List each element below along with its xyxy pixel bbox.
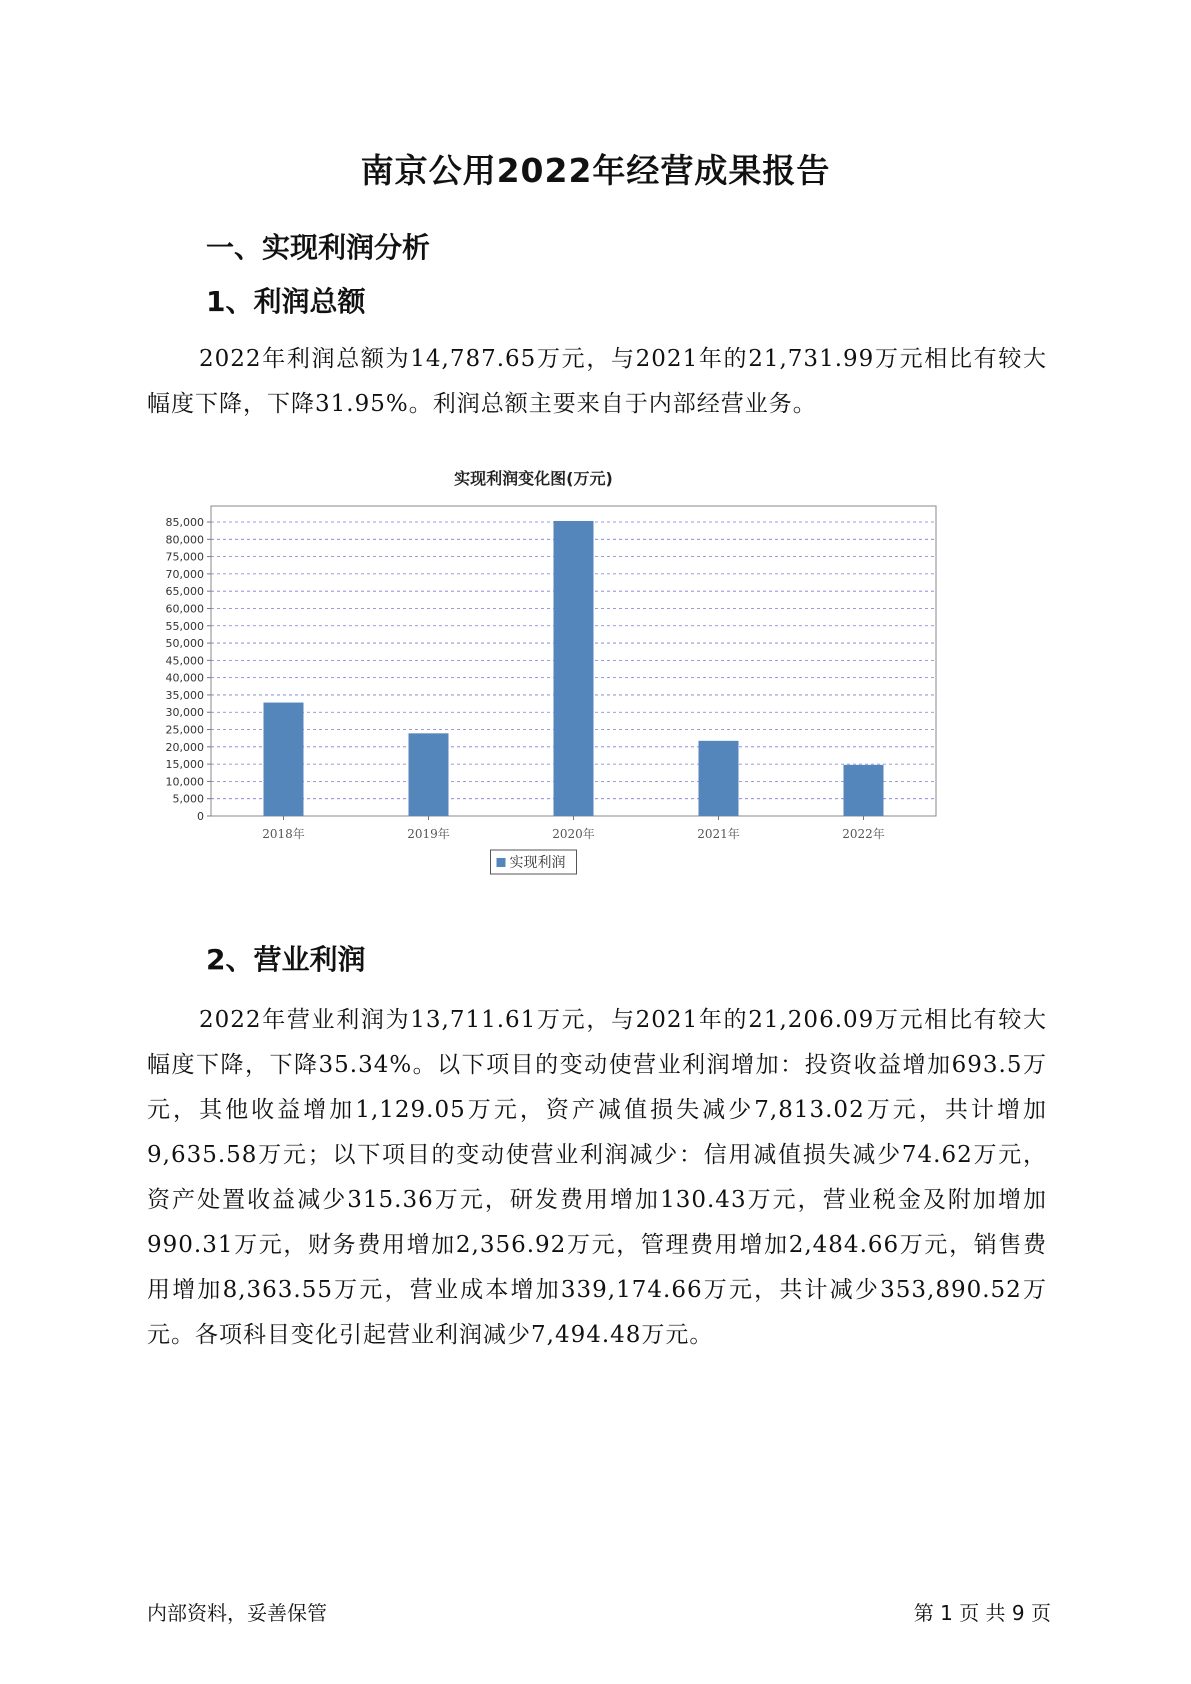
x-tick-label: 2018年 bbox=[262, 827, 305, 841]
x-tick-label: 2022年 bbox=[842, 827, 885, 841]
footer-confidential-note: 内部资料，妥善保管 bbox=[147, 1601, 327, 1625]
section-heading-profit-analysis: 一、实现利润分析 bbox=[206, 231, 431, 264]
y-tick-label: 45,000 bbox=[165, 654, 204, 668]
document-title: 南京公用2022年经营成果报告 bbox=[360, 151, 831, 190]
x-tick-label: 2021年 bbox=[697, 827, 740, 841]
paragraph-total-profit: 2022年利润总额为14,787.65万元，与2021年的21,731.99万元相比有较大幅度下降，下降31.95%。利润总额主要来自于内部经营业务。 bbox=[147, 346, 1047, 417]
paragraph-operating-profit: 2022年营业利润为13,711.61万元，与2021年的21,206.09万元相比有较大幅度下降，下降35.34%。以下项目的变动使营业利润增加：投资收益增加693.5万元，其他收益增加1,129.05万元，资产减值损失减少7,813.02万元，共计增加9,635.58万元；以下项目的变动使营业利润减少：信用减值损失减少74.62万元，资产处置收益减少315.36万元，研发费用增加130.43万元，营业税金及附加增加990.31万元，财务费用增加2,356.92万元，管理费用增加2,484.66万元，销售费用增加8,363.55万元，营业成本增加339,174.66万元，共计减少353,890.52万元。各项科目变化引起营业利润减少7,494.48万元。 bbox=[147, 1007, 1047, 1348]
y-tick-label: 20,000 bbox=[165, 740, 204, 754]
y-tick-label: 70,000 bbox=[165, 567, 204, 581]
y-tick-label: 55,000 bbox=[165, 619, 204, 633]
y-tick-label: 50,000 bbox=[165, 637, 204, 651]
y-axis-ticks bbox=[166, 516, 212, 823]
y-tick-label: 5,000 bbox=[172, 792, 204, 806]
bar-2022年 bbox=[844, 765, 884, 816]
y-tick-label: 15,000 bbox=[165, 758, 204, 772]
bar-2020年 bbox=[554, 521, 594, 816]
legend-label: 实现利润 bbox=[509, 855, 566, 871]
y-tick-label: 75,000 bbox=[165, 550, 204, 564]
y-tick-label: 10,000 bbox=[165, 775, 204, 789]
chart-title: 实现利润变化图(万元) bbox=[454, 469, 613, 488]
bar-2018年 bbox=[264, 703, 304, 816]
y-tick-label: 0 bbox=[197, 810, 204, 823]
y-tick-label: 35,000 bbox=[165, 688, 204, 702]
x-axis-ticks bbox=[262, 816, 885, 841]
y-tick-label: 25,000 bbox=[165, 723, 204, 737]
y-tick-label: 60,000 bbox=[165, 602, 204, 616]
footer-page-number: 第 1 页 共 9 页 bbox=[913, 1601, 1051, 1625]
profit-chart bbox=[148, 456, 1048, 916]
y-tick-label: 30,000 bbox=[165, 706, 204, 720]
x-tick-label: 2019年 bbox=[407, 827, 450, 841]
legend bbox=[491, 850, 577, 874]
bar-2021年 bbox=[699, 741, 739, 816]
subsection-heading-total-profit: 1、利润总额 bbox=[206, 285, 366, 318]
x-tick-label: 2020年 bbox=[552, 827, 595, 841]
y-tick-label: 65,000 bbox=[165, 585, 204, 599]
bar-2019年 bbox=[409, 733, 449, 816]
y-tick-label: 40,000 bbox=[165, 671, 204, 685]
legend-swatch bbox=[497, 858, 506, 867]
y-tick-label: 80,000 bbox=[165, 533, 204, 547]
subsection-heading-operating-profit: 2、营业利润 bbox=[206, 943, 366, 976]
profit-bar-chart bbox=[148, 456, 1048, 916]
y-tick-label: 85,000 bbox=[165, 516, 204, 529]
